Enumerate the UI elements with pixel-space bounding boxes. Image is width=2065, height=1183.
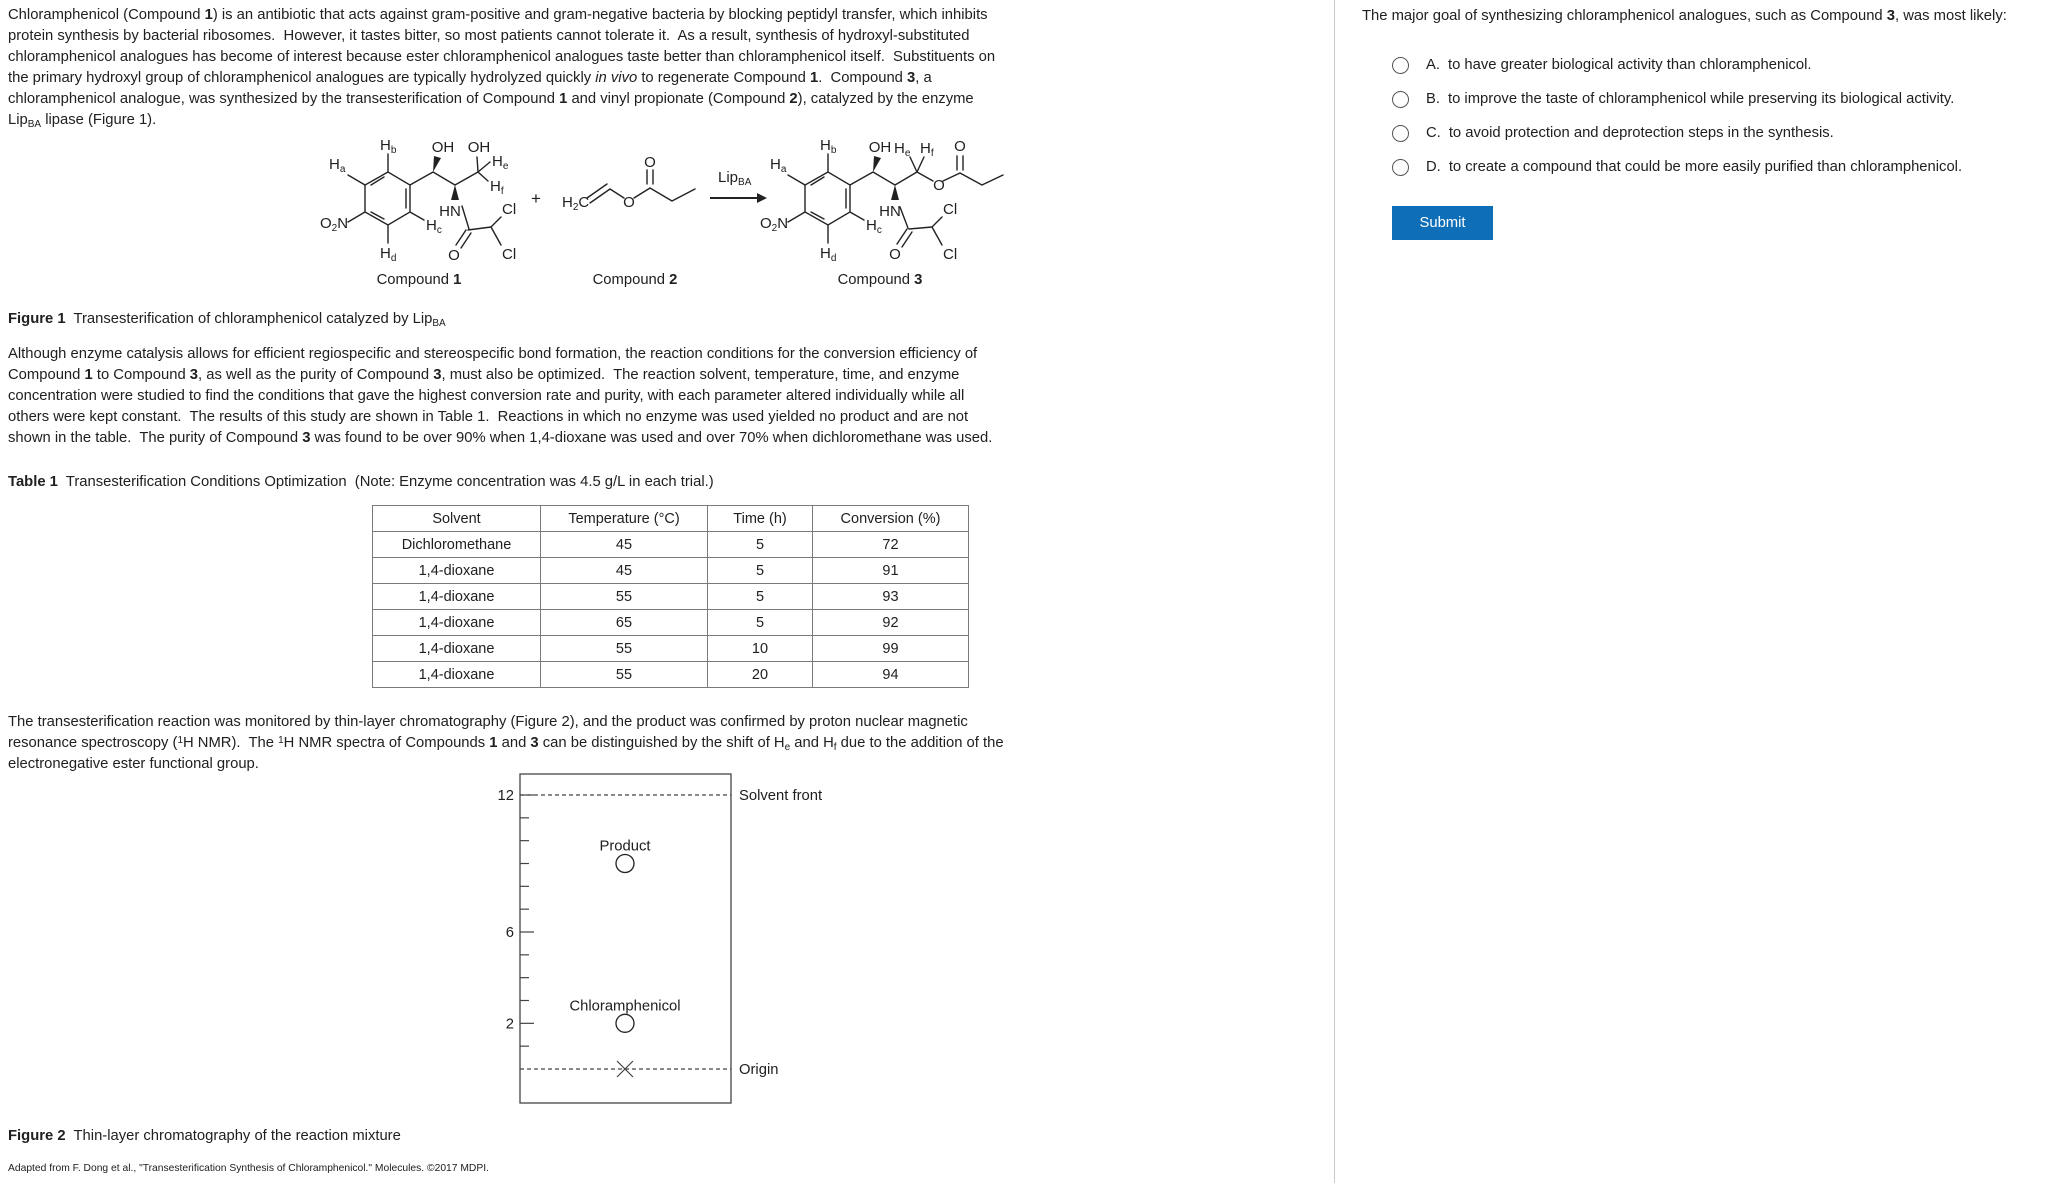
table1-cell: 92 <box>813 610 969 636</box>
atom-label-O-ester-c3: O <box>933 177 945 194</box>
tlc-spot <box>616 1014 634 1032</box>
compound2-structure <box>562 154 695 213</box>
atom-label-Cl1-c1: Cl <box>502 201 517 218</box>
atom-label-Hb-c3: $H_b$ <box>820 137 837 156</box>
answer-option-b[interactable] <box>1362 82 2062 116</box>
table-row <box>373 532 969 558</box>
figure1-reaction-svg <box>232 90 1042 300</box>
table1-cell: 99 <box>813 636 969 662</box>
table1-cell: 45 <box>541 558 708 584</box>
table1-cell: 1,4-dioxane <box>373 662 541 688</box>
wedge-bond-oh <box>873 156 881 172</box>
atom-label-Hf-c1: $H_f$ <box>490 178 504 197</box>
table1-heading: Table 1 Transesterification Conditions Optimization (Note: Enzyme concentration was 4.5 g/L in each trial.) <box>8 474 714 490</box>
table1-cell: 1,4-dioxane <box>373 636 541 662</box>
option-letter-b: B. <box>1426 91 1440 107</box>
table1-header-cell: Temperature (°C) <box>541 506 708 532</box>
solvent-front-line-label: Solvent front <box>739 788 823 804</box>
atom-label-OH-c3: OH <box>868 139 892 156</box>
atom-label-HN-c1: HN <box>439 203 461 220</box>
table1-cell: 5 <box>708 584 813 610</box>
table1-cell: 1,4-dioxane <box>373 610 541 636</box>
answer-option-c[interactable] <box>1362 116 2062 150</box>
answer-option-d[interactable] <box>1362 150 2062 184</box>
table1-body <box>373 532 969 688</box>
atom-label-O-amide-c3: O <box>889 246 901 263</box>
atom-label-Hc-c1: $H_c$ <box>426 217 442 236</box>
atom-label-O-carbonyl-c2: O <box>644 154 656 171</box>
table1-cell: 65 <box>541 610 708 636</box>
option-letter-a: A. <box>1426 57 1440 73</box>
option-text-a: to have greater biological activity than chloramphenicol. <box>1447 57 1812 73</box>
plus-sign: + <box>531 189 541 208</box>
table1-cell: 10 <box>708 636 813 662</box>
atom-label-Cl2-c3: Cl <box>943 246 958 263</box>
passage-paragraph-1: Chloramphenicol (Compound 1) is an antibiotic that acts against gram-positive and gram-negative bacteria by blocking peptidyl transfer, which inhibits protein synthesis by bacterial ribosomes. However, it tastes bitter, so most patients cannot tolerate it. As a result, synthesis of hydroxyl-substituted chloramphenicol analogues has become of interest because ester chloramphenicol analogues taste better than chloramphenicol itself. Substituents on the primary hydroxyl group of chloramphenicol analogues are typically hydrolyzed quickly in vivo to regenerate Compound 1. Compound 3, a chloramphenicol analogue, was synthesized by the transesterification of Compound 1 and vinyl propionate (Compound 2), catalyzed by the enzyme Lip$_{BA}$ lipase (Figure 1). <box>8 7 1000 130</box>
compound1-structure <box>320 137 516 264</box>
atom-label-H2C-c2: $H_2C$ <box>562 194 590 213</box>
table1-cell: 55 <box>541 584 708 610</box>
atom-label-O2N-c1: $O_2N$ <box>320 215 349 234</box>
table1-cell: 1,4-dioxane <box>373 558 541 584</box>
compound3-structure <box>760 137 1003 264</box>
atom-label-Ha-c1: $H_a$ <box>329 156 346 175</box>
atom-label-Ha-c3: $H_a$ <box>770 156 787 175</box>
figure1-caption: Figure 1 Transesterification of chloramphenicol catalyzed by Lip$_{BA}$ <box>8 311 446 329</box>
figure1-reaction-scheme <box>232 90 1042 300</box>
figure2-caption: Figure 2 Thin-layer chromatography of the reaction mixture <box>8 1128 401 1144</box>
panel-divider <box>1334 0 1335 1183</box>
table1-cell: 20 <box>708 662 813 688</box>
atom-label-Cl1-c3: Cl <box>943 201 958 218</box>
compound1-label: Compound 1 <box>376 272 462 288</box>
amide-double-bond <box>456 230 471 248</box>
atom-label-He-c3: $H_e$ <box>894 140 911 159</box>
table1-cell: 93 <box>813 584 969 610</box>
table-row <box>373 636 969 662</box>
table-row <box>373 662 969 688</box>
answer-option-a[interactable] <box>1362 48 2062 82</box>
figure2-tlc <box>455 770 855 1120</box>
table1-header-cell: Solvent <box>373 506 541 532</box>
option-text-d: to create a compound that could be more easily purified than chloramphenicol. <box>1448 159 1963 175</box>
wedge-bond-hn <box>451 185 459 200</box>
option-text-c: to avoid protection and deprotection steps in the synthesis. <box>1448 125 1834 141</box>
table1-cell: 1,4-dioxane <box>373 584 541 610</box>
ester-double-bond <box>957 156 963 170</box>
atom-label-He-c1: $H_e$ <box>492 153 509 172</box>
aromatic-inner-bonds <box>371 177 406 219</box>
atom-label-HN-c3: HN <box>879 203 901 220</box>
aromatic-inner-bonds <box>811 177 846 219</box>
table1-cell: 5 <box>708 532 813 558</box>
amide-double-bond <box>897 229 912 247</box>
option-text-b: to improve the taste of chloramphenicol while preserving its biological activity. <box>1447 91 1955 107</box>
answer-options <box>1362 48 2062 184</box>
table1 <box>372 505 969 688</box>
atom-label-Hf-c3: $H_f$ <box>920 140 934 159</box>
compound2-label: Compound 2 <box>592 272 678 288</box>
attribution-text: Adapted from F. Dong et al., "Transesterification Synthesis of Chloramphenicol." Molecules. ©2017 MDPI. <box>8 1163 489 1174</box>
passage-paragraph-3: The transesterification reaction was monitored by thin-layer chromatography (Figure 2), and the product was confirmed by proton nuclear magnetic resonance spectroscopy ($^1$H NMR). The $^1$H NMR spectra of Compounds 1 and 3 can be distinguished by the shift of $H_e$ and $H_f$ due to the addition of the electronegative ester functional group. <box>8 714 1008 772</box>
atom-label-OH2-c1: OH <box>467 139 491 156</box>
tlc-spot <box>616 855 634 873</box>
radio-option-a[interactable] <box>1392 57 1409 74</box>
atom-label-Hd-c3: $H_d$ <box>820 245 837 264</box>
passage-paragraph-2: Although enzyme catalysis allows for efficient regiospecific and stereospecific bond formation, the reaction conditions for the conversion efficiency of Compound 1 to Compound 3, as well as the purity of Compound 3, must also be optimized. The reaction solvent, temperature, time, and enzyme concentration were studied to find the conditions that gave the highest conversion rate and purity, with each parameter altered individually while all others were kept constant. The results of this study are shown in Table 1. Reactions in which no enzyme was used yielded no product and are not shown in the table. The purity of Compound 3 was found to be over 90% when 1,4-dioxane was used and over 70% when dichloromethane was used. <box>8 346 993 446</box>
wedge-bond-hn <box>891 185 899 200</box>
table1-cell: 55 <box>541 636 708 662</box>
tlc-plate <box>520 774 731 1103</box>
compound3-label: Compound 3 <box>837 272 923 288</box>
table1-cell: 45 <box>541 532 708 558</box>
table-row <box>373 610 969 636</box>
radio-option-b[interactable] <box>1392 91 1409 108</box>
table1-cell: 55 <box>541 662 708 688</box>
radio-option-d[interactable] <box>1392 159 1409 176</box>
atom-label-O-amide-c1: O <box>448 247 460 264</box>
tlc-tick-label: 12 <box>497 788 514 804</box>
table1-header-cell: Conversion (%) <box>813 506 969 532</box>
tlc-tick-label: 2 <box>505 1016 514 1033</box>
atom-label-O2N-c3: $O_2N$ <box>760 215 789 234</box>
atom-label-Hd-c1: $H_d$ <box>380 245 397 264</box>
table1-cell: Dichloromethane <box>373 532 541 558</box>
origin-line-label: Origin <box>739 1062 779 1078</box>
atom-label-Hb-c1: $H_b$ <box>380 137 397 156</box>
option-letter-c: C. <box>1426 125 1441 141</box>
atom-label-O-ester-c2: O <box>623 194 635 211</box>
table-row <box>373 584 969 610</box>
figure2-tlc-svg <box>455 770 855 1120</box>
table1-cell: 94 <box>813 662 969 688</box>
submit-button[interactable]: Submit <box>1392 206 1493 240</box>
question-stem: The major goal of synthesizing chloramphenicol analogues, such as Compound 3, was most likely: <box>1362 8 2007 24</box>
catalyst-label-LipBA: Lip$_{BA}$ <box>718 169 752 188</box>
table1-cell: 91 <box>813 558 969 584</box>
table-row <box>373 558 969 584</box>
atom-label-OH1-c1: OH <box>431 139 455 156</box>
table1-header-cell: Time (h) <box>708 506 813 532</box>
tlc-tick-label: 6 <box>505 925 514 941</box>
atom-label-Hc-c3: $H_c$ <box>866 217 882 236</box>
radio-option-c[interactable] <box>1392 125 1409 142</box>
atom-label-Cl2-c1: Cl <box>502 246 517 263</box>
table1-cell: 72 <box>813 532 969 558</box>
reaction-arrow <box>710 169 767 203</box>
option-letter-d: D. <box>1426 159 1441 175</box>
tlc-spot-label: Chloramphenicol <box>569 998 681 1015</box>
table1-cell: 5 <box>708 610 813 636</box>
table1-cell: 5 <box>708 558 813 584</box>
table1-header-row <box>373 506 969 532</box>
atom-label-O-carbonyl-c3: O <box>954 138 966 155</box>
table1-header-row <box>373 506 969 532</box>
tlc-spot-label: Product <box>599 838 651 855</box>
wedge-bond-oh <box>433 156 441 172</box>
